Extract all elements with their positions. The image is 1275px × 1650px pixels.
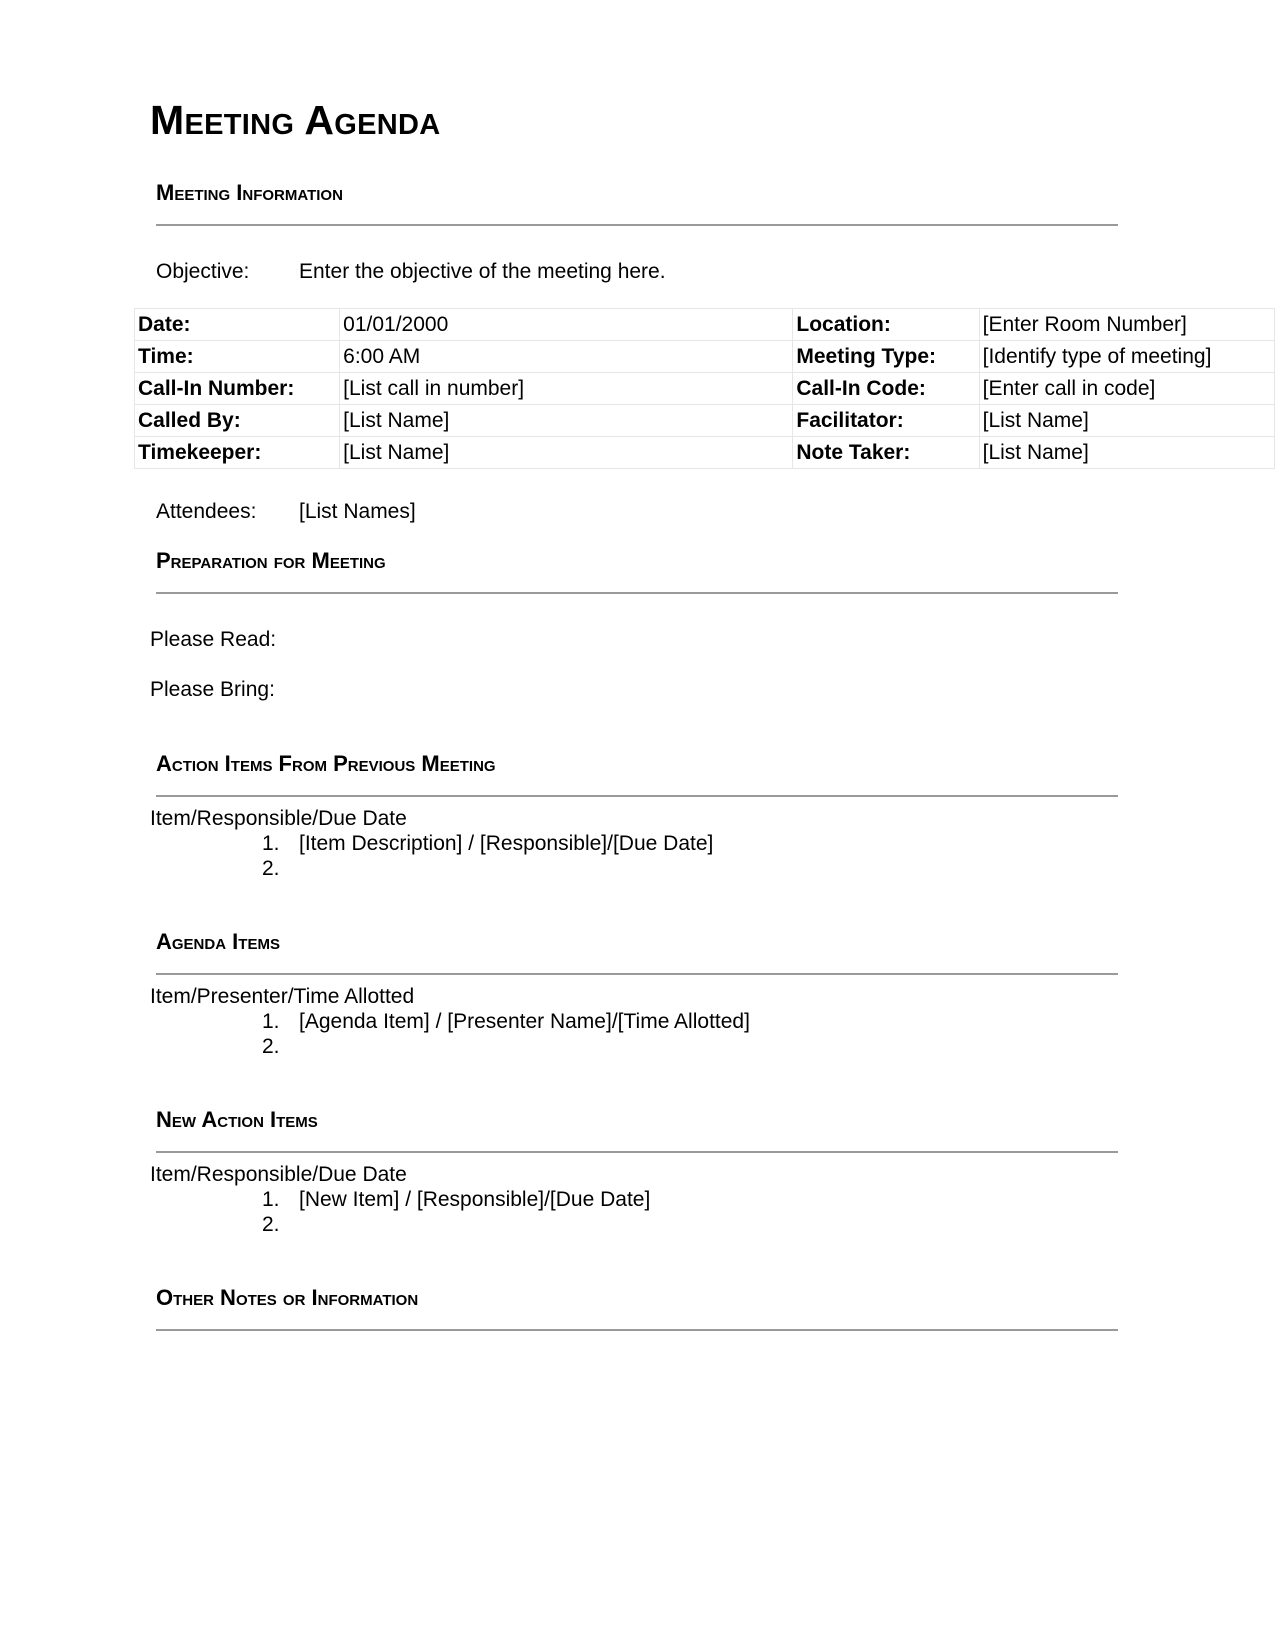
objective-label: Objective: — [156, 260, 250, 283]
table-row — [135, 437, 1275, 469]
field-label: Timekeeper: — [135, 437, 340, 469]
list-item-number: 2. — [262, 1035, 280, 1058]
section-heading-meeting-information: Meeting Information — [156, 180, 343, 205]
table-row — [135, 405, 1275, 437]
section-heading-other-notes: Other Notes or Information — [156, 1285, 419, 1310]
section-heading-agenda-items: Agenda Items — [156, 929, 280, 954]
field-value: [Enter Room Number] — [979, 309, 1274, 341]
list-item-number: 1. — [262, 1188, 280, 1211]
please-bring-label: Please Bring: — [150, 678, 275, 701]
section-divider — [156, 592, 1118, 594]
list-subheading: Item/Responsible/Due Date — [150, 1163, 407, 1186]
section-heading-previous-action-items: Action Items From Previous Meeting — [156, 751, 496, 776]
field-label: Facilitator: — [793, 405, 979, 437]
list-subheading: Item/Presenter/Time Allotted — [150, 985, 415, 1008]
table-row — [135, 309, 1275, 341]
list-item: [Item Description] / [Responsible]/[Due Date] — [299, 832, 714, 855]
section-divider — [156, 1329, 1118, 1331]
page-title: Meeting Agenda — [150, 97, 441, 143]
field-label: Called By: — [135, 405, 340, 437]
field-label: Note Taker: — [793, 437, 979, 469]
list-subheading: Item/Responsible/Due Date — [150, 807, 407, 830]
table-row — [135, 373, 1275, 405]
field-value: [List Name] — [979, 437, 1274, 469]
list-item-number: 2. — [262, 1213, 280, 1236]
section-divider — [156, 795, 1118, 797]
field-label: Location: — [793, 309, 979, 341]
field-value: [Enter call in code] — [979, 373, 1274, 405]
field-value: 6:00 AM — [340, 341, 793, 373]
field-value: [List Name] — [340, 437, 793, 469]
list-item-number: 2. — [262, 857, 280, 880]
list-item: [Agenda Item] / [Presenter Name]/[Time Allotted] — [299, 1010, 750, 1033]
field-label: Call-In Number: — [135, 373, 340, 405]
field-value: [List Name] — [340, 405, 793, 437]
section-divider — [156, 1151, 1118, 1153]
please-read-label: Please Read: — [150, 628, 277, 651]
table-row — [135, 341, 1275, 373]
objective-value: Enter the objective of the meeting here. — [299, 260, 666, 283]
field-label: Call-In Code: — [793, 373, 979, 405]
section-heading-new-action-items: New Action Items — [156, 1107, 318, 1132]
section-divider — [156, 973, 1118, 975]
meeting-info-table — [134, 308, 1275, 469]
section-heading-preparation: Preparation for Meeting — [156, 548, 386, 573]
attendees-label: Attendees: — [156, 500, 257, 523]
attendees-value: [List Names] — [299, 500, 416, 523]
field-value: [List call in number] — [340, 373, 793, 405]
list-item-number: 1. — [262, 1010, 280, 1033]
field-value: [Identify type of meeting] — [979, 341, 1274, 373]
field-label: Date: — [135, 309, 340, 341]
field-value: [List Name] — [979, 405, 1274, 437]
field-value: 01/01/2000 — [340, 309, 793, 341]
list-item-number: 1. — [262, 832, 280, 855]
section-divider — [156, 224, 1118, 226]
list-item: [New Item] / [Responsible]/[Due Date] — [299, 1188, 651, 1211]
field-label: Meeting Type: — [793, 341, 979, 373]
field-label: Time: — [135, 341, 340, 373]
